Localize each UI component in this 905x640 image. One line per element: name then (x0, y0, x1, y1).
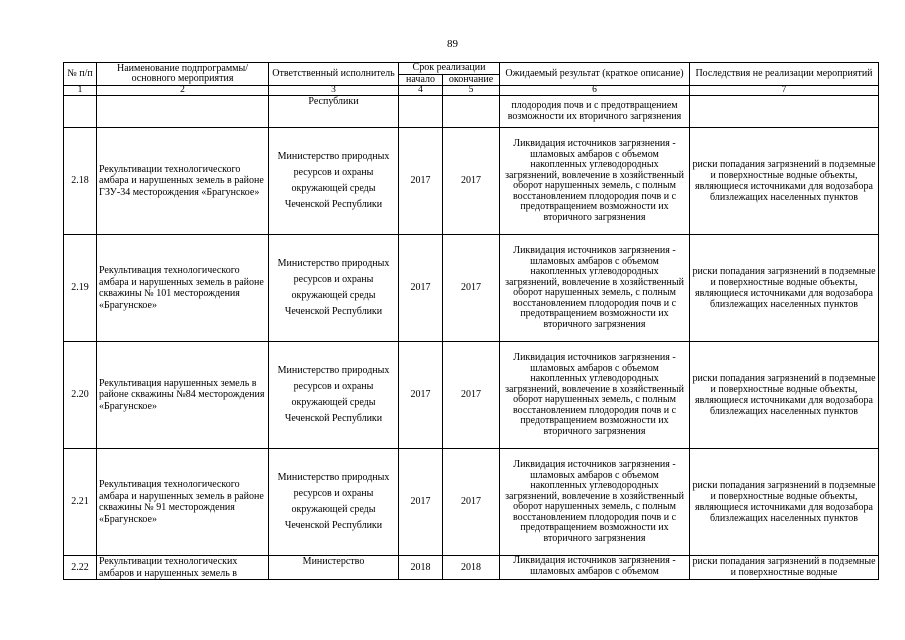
result-cell: Ликвидация источников загрязнения - шламовых амбаров с объемом накопленных углеводородных загрязнений, вовлечение в хозяйственный оборот нарушенных земель, с полным восстановлением плодородия почв и с предотвращением возможности их вторичного загрязнения (500, 342, 690, 449)
activity-name: Рекультивация технологического амбара и нарушенных земель в районе скважины № 91 месторождения «Брагунское» (97, 449, 269, 556)
table-row (64, 342, 879, 449)
responsible-cell: Министерство природных ресурсов и охраны окружающей среды Чеченской Республики (269, 128, 399, 235)
activity-name: Рекультивации технологического амбара и нарушенных земель в районе ГЗУ-34 месторождения «Брагунское» (97, 128, 269, 235)
header-num: № п/п (64, 63, 97, 86)
column-number: 5 (443, 86, 500, 96)
row-number: 2.18 (64, 128, 97, 235)
header-end: окончание (443, 74, 500, 86)
consequences-cell: риски попадания загрязнений в подземные и поверхностные водные объекты, являющиеся источниками для водозабора близлежащих населенных пунктов (690, 342, 879, 449)
column-number: 1 (64, 86, 97, 96)
table-row (64, 128, 879, 235)
result-cell: плодородия почв и с предотвращением возможности их вторичного загрязнения (500, 96, 690, 128)
column-number: 6 (500, 86, 690, 96)
consequences-cell: риски попадания загрязнений в подземные и поверхностные водные (690, 556, 879, 580)
end-year: 2017 (443, 342, 500, 449)
row-number: 2.22 (64, 556, 97, 580)
column-number: 7 (690, 86, 879, 96)
activity-name: Рекультивации технологических амбаров и нарушенных земель в (97, 556, 269, 580)
result-cell: Ликвидация источников загрязнения - шламовых амбаров с объемом накопленных углеводородных загрязнений, вовлечение в хозяйственный оборот нарушенных земель, с полным восстановлением плодородия почв и с предотвращением возможности их вторичного загрязнения (500, 449, 690, 556)
consequences-cell: риски попадания загрязнений в подземные и поверхностные водные объекты, являющиеся источниками для водозабора близлежащих населенных пунктов (690, 128, 879, 235)
responsible-cell: Министерство природных ресурсов и охраны окружающей среды Чеченской Республики (269, 342, 399, 449)
responsible-cell: Республики (269, 96, 399, 128)
row-number: 2.20 (64, 342, 97, 449)
end-year: 2017 (443, 128, 500, 235)
end-year: 2018 (443, 556, 500, 580)
result-cell: Ликвидация источников загрязнения - шламовых амбаров с объемом накопленных углеводородных загрязнений, вовлечение в хозяйственный оборот нарушенных земель, с полным восстановлением плодородия почв и с предотвращением возможности их вторичного загрязнения (500, 235, 690, 342)
activity-name: Рекультивация технологического амбара и нарушенных земель в районе скважины № 101 месторождения «Брагунское» (97, 235, 269, 342)
header-result: Ожидаемый результат (краткое описание) (500, 63, 690, 86)
consequences-cell: риски попадания загрязнений в подземные и поверхностные водные объекты, являющиеся источниками для водозабора близлежащих населенных пунктов (690, 235, 879, 342)
responsible-cell: Министерство (269, 556, 399, 580)
start-year: 2017 (399, 128, 443, 235)
row-number: 2.21 (64, 449, 97, 556)
column-number-row (64, 86, 879, 96)
start-year: 2018 (399, 556, 443, 580)
start-year: 2017 (399, 342, 443, 449)
program-table (63, 62, 879, 580)
result-cell: Ликвидация источников загрязнения - шламовых амбаров с объемом (500, 556, 690, 580)
responsible-cell: Министерство природных ресурсов и охраны окружающей среды Чеченской Республики (269, 235, 399, 342)
table-row (64, 556, 879, 580)
table-row-continuation (64, 96, 879, 128)
page-number: 89 (447, 38, 458, 50)
result-cell: Ликвидация источников загрязнения - шламовых амбаров с объемом накопленных углеводородных загрязнений, вовлечение в хозяйственный оборот нарушенных земель, с полным восстановлением плодородия почв и с предотвращением возможности их вторичного загрязнения (500, 128, 690, 235)
start-year: 2017 (399, 235, 443, 342)
table-row (64, 449, 879, 556)
column-number: 2 (97, 86, 269, 96)
header-row (64, 63, 879, 75)
end-year: 2017 (443, 449, 500, 556)
column-number: 3 (269, 86, 399, 96)
table-row (64, 235, 879, 342)
header-period: Срок реализации (399, 63, 500, 75)
header-name: Наименование подпрограммы/ основного мероприятия (97, 63, 269, 86)
header-responsible: Ответственный исполнитель (269, 63, 399, 86)
row-number: 2.19 (64, 235, 97, 342)
column-number: 4 (399, 86, 443, 96)
end-year: 2017 (443, 235, 500, 342)
header-start: начало (399, 74, 443, 86)
responsible-cell: Министерство природных ресурсов и охраны окружающей среды Чеченской Республики (269, 449, 399, 556)
consequences-cell: риски попадания загрязнений в подземные и поверхностные водные объекты, являющиеся источниками для водозабора близлежащих населенных пунктов (690, 449, 879, 556)
start-year: 2017 (399, 449, 443, 556)
header-consequences: Последствия не реализации мероприятий (690, 63, 879, 86)
activity-name: Рекультивация нарушенных земель в районе скважины №84 месторождения «Брагунское» (97, 342, 269, 449)
